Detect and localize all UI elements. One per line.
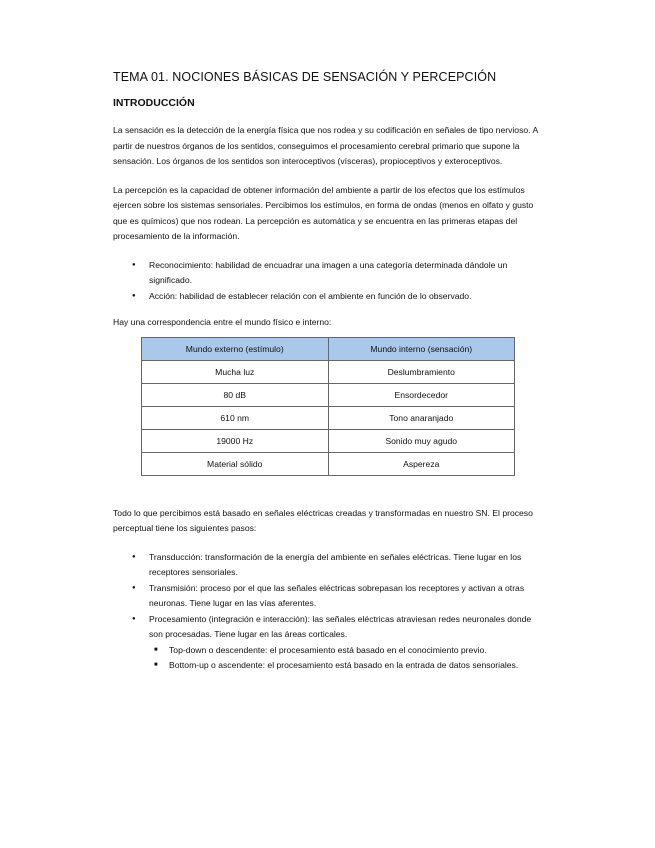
list-item xyxy=(149,612,543,674)
list-item: ● Transducción: transformación de la energía del ambiente en señales eléctricas. Tiene lugar en los receptores sensoriales. xyxy=(149,550,543,581)
table-cell: 19000 Hz xyxy=(142,429,329,452)
section-heading: INTRODUCCIÓN xyxy=(113,97,195,109)
table-cell: 610 nm xyxy=(142,406,329,429)
list-item: ● Acción: habilidad de establecer relación con el ambiente en función de lo observado. xyxy=(149,289,543,305)
document-content xyxy=(113,70,543,685)
table-cell: Tono anaranjado xyxy=(328,406,515,429)
correspondence-table xyxy=(141,337,515,476)
document-title: TEMA 01. NOCIONES BÁSICAS DE SENSACIÓN Y PERCEPCIÓN xyxy=(113,70,497,84)
table-cell: Aspereza xyxy=(328,452,515,475)
list-item: ● Reconocimiento: habilidad de encuadrar una imagen a una categoría determinada dándole un significado. xyxy=(149,258,543,289)
list-item: ● Transmisión: proceso por el que las señales eléctricas sobrepasan los receptores y activan a otras neuronas. Tiene lugar en las vías aferentes. xyxy=(149,581,543,612)
table-header-cell: Mundo externo (estímulo) xyxy=(142,337,329,360)
table-header-row xyxy=(142,337,515,360)
table-row xyxy=(142,383,515,406)
table-row xyxy=(142,406,515,429)
table-cell: Material sólido xyxy=(142,452,329,475)
table-cell: 80 dB xyxy=(142,383,329,406)
sub-list-item: ■ Bottom-up o ascendente: el procesamiento está basado en la entrada de datos sensoriales. xyxy=(169,658,543,674)
table-cell: Deslumbramiento xyxy=(328,360,515,383)
table-row xyxy=(142,452,515,475)
table-header-cell: Mundo interno (sensación) xyxy=(328,337,515,360)
table-cell: Sonido muy agudo xyxy=(328,429,515,452)
paragraph-correspondencia: Hay una correspondencia entre el mundo físico e interno: xyxy=(113,317,332,327)
bullet-list-proceso xyxy=(113,550,543,674)
list-item-text: Procesamiento (integración e interacción): las señales eléctricas atraviesan redes neuronales donde son procesadas. Tiene lugar en las áreas corticales. xyxy=(149,613,532,639)
sub-list-item: ■ Top-down o descendente: el procesamiento está basado en el conocimiento previo. xyxy=(169,643,543,659)
paragraph-proceso: Todo lo que percibimos está basado en señales eléctricas creadas y transformadas en nuestro SN. El proceso perceptual tiene los siguientes pasos: xyxy=(113,507,533,533)
table-cell: Mucha luz xyxy=(142,360,329,383)
table-row xyxy=(142,360,515,383)
sub-bullet-list xyxy=(149,643,543,674)
paragraph-sensacion: La sensación es la detección de la energía física que nos rodea y su codificación en señales de tipo nervioso. A partir de nuestros órganos de los sentidos, conseguimos el procesamiento cerebral primario que supone la sensación. Los órganos de los sentidos son interoceptivos (vísceras), propioceptivos y exteroceptivos. xyxy=(113,125,538,166)
paragraph-percepcion: La percepción es la capacidad de obtener información del ambiente a partir de los efectos que los estímulos ejercen sobre los sistemas sensoriales. Percibimos los estímulos, en forma de ondas (menos en olfato y gusto que es químicos) que nos rodean. La percepción es automática y se encuentra en las primeras etapas del procesamiento de la información. xyxy=(113,184,534,241)
table-cell: Ensordecedor xyxy=(328,383,515,406)
table-row xyxy=(142,429,515,452)
bullet-list-percepcion xyxy=(113,258,543,305)
